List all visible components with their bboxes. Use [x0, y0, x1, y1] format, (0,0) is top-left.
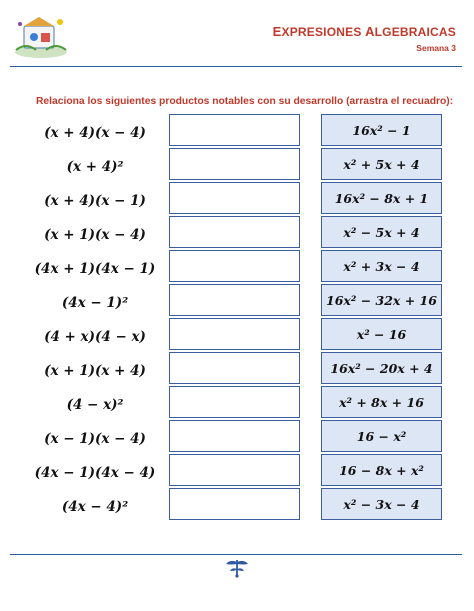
drop-target-6[interactable]	[169, 284, 300, 316]
school-logo-icon	[10, 12, 72, 62]
drop-target-12[interactable]	[169, 488, 300, 520]
draggable-answer[interactable]: 16x² − 20x + 4	[321, 352, 442, 384]
title-letter-1: E	[272, 24, 282, 39]
draggable-answer[interactable]: 16x² − 8x + 1	[321, 182, 442, 214]
drop-target-8[interactable]	[169, 352, 300, 384]
expression-item: (x + 1)(x − 4)	[44, 226, 146, 243]
title-rest-2: LGEBRAICAS	[374, 25, 456, 39]
expression-item: (4 + x)(4 − x)	[44, 328, 146, 345]
draggable-answer[interactable]: x² − 3x − 4	[321, 488, 442, 520]
expression-item: (x + 4)(x − 1)	[44, 192, 146, 209]
drop-target-3[interactable]	[169, 182, 300, 214]
draggable-answer[interactable]: 16 − 8x + x²	[321, 454, 442, 486]
expression-item: (x + 4)²	[66, 158, 124, 175]
expression-item: (4x − 1)(4x − 4)	[34, 464, 156, 481]
header-title	[273, 24, 456, 39]
drop-target-4[interactable]	[169, 216, 300, 248]
expression-item: (4x + 1)(4x − 1)	[34, 260, 156, 277]
footer-ornament-icon	[224, 557, 250, 579]
draggable-answer[interactable]: 16x² − 32x + 16	[321, 284, 442, 316]
draggable-answer[interactable]: 16x² − 1	[321, 114, 442, 146]
header-subtitle: Semana 3	[416, 43, 456, 53]
drop-target-11[interactable]	[169, 454, 300, 486]
expression-item: (x + 1)(x + 4)	[44, 362, 146, 379]
drop-target-2[interactable]	[169, 148, 300, 180]
draggable-answer[interactable]: x² + 5x + 4	[321, 148, 442, 180]
title-letter-2: A	[365, 24, 375, 39]
draggable-answer[interactable]: x² − 5x + 4	[321, 216, 442, 248]
header-divider	[10, 66, 462, 67]
expression-item: (4x − 4)²	[61, 498, 129, 515]
instruction-text: Relaciona los siguientes productos notables con su desarrollo (arrastra el recuadro):	[36, 96, 454, 107]
expression-item: (x − 1)(x − 4)	[44, 430, 146, 447]
draggable-answer[interactable]: x² + 8x + 16	[321, 386, 442, 418]
expression-item: (4x − 1)²	[61, 294, 129, 311]
footer-divider	[10, 554, 462, 555]
draggable-answer[interactable]: x² + 3x − 4	[321, 250, 442, 282]
draggable-answer[interactable]: 16 − x²	[321, 420, 442, 452]
drop-target-5[interactable]	[169, 250, 300, 282]
drop-target-9[interactable]	[169, 386, 300, 418]
drop-target-10[interactable]	[169, 420, 300, 452]
title-rest-1: XPRESIONES	[281, 25, 366, 39]
draggable-answer[interactable]: x² − 16	[321, 318, 442, 350]
expression-item: (4 − x)²	[66, 396, 124, 413]
drop-target-7[interactable]	[169, 318, 300, 350]
drop-target-1[interactable]	[169, 114, 300, 146]
expression-item: (x + 4)(x − 4)	[44, 124, 146, 141]
